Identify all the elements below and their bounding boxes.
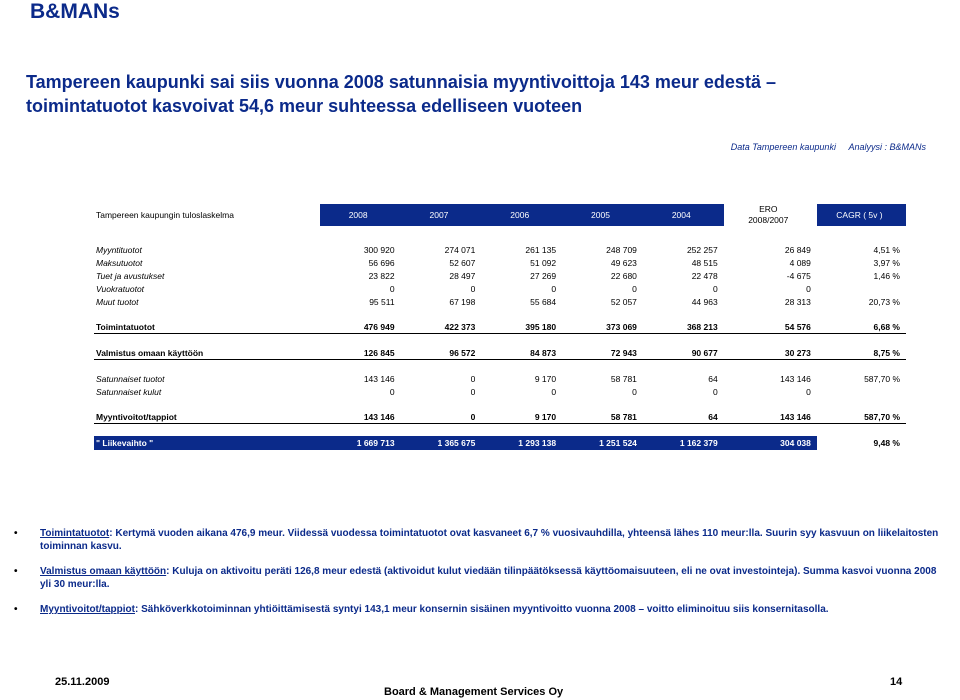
row-label: Muut tuotot [96, 296, 139, 307]
table-row [94, 385, 906, 398]
row-label: Maksutuotot [96, 257, 143, 268]
table-row [94, 243, 906, 256]
spacer-row [94, 424, 906, 437]
bullet-text: : Kuluja on aktivoitu peräti 126,8 meur edestä (aktivoidut kulut viedään tilinpäätöksessä käyttöomaisuuteen, eli ne ovat investointeja). Summa kasvoi vuonna 2008 yli 30 meur:lla. [40, 566, 937, 590]
row-value: 373 069 [562, 320, 643, 334]
year-header: 2006 [481, 204, 562, 226]
bullet-item [14, 603, 944, 616]
row-cagr: 20,73 % [868, 296, 900, 307]
row-value: 64 [643, 410, 724, 424]
row-value: 48 515 [691, 257, 718, 268]
row-value: 52 057 [610, 296, 637, 307]
row-value: 0 [632, 283, 637, 294]
bullet-text: : Kertymä vuoden aikana 476,9 meur. Viidessä vuodessa toimintatuotot ovat kasvaneet 6,7 % vuosivauhdilla, yhteensä lähes 110 meur:lla. Suurin syy kasvuun on liikelaitosten toiminnan kasvu. [40, 528, 939, 552]
row-ero: -4 675 [786, 270, 811, 281]
spacer-row [94, 398, 906, 410]
row-value: 90 677 [643, 346, 724, 360]
revenue-rows [94, 243, 906, 308]
year-header: 2005 [562, 204, 643, 226]
row-ero: 304 038 [724, 436, 817, 450]
bullet-text: : Sähköverkkotoiminnan yhtiöittämisestä syntyi 143,1 meur konsernin sisäinen myyntivoitto vuonna 2008 – voitto eliminoituu siis konsernitasolla. [135, 604, 829, 615]
ero-header [724, 204, 817, 226]
bullet-item [14, 565, 944, 591]
row-value: 0 [712, 386, 718, 397]
row-ero: 0 [806, 386, 811, 397]
row-ero: 143 146 [780, 373, 811, 384]
row-value: 1 162 379 [643, 436, 724, 450]
brand-logo: B&MANs [30, 0, 120, 23]
row-value: 368 213 [643, 320, 724, 334]
row-label: Satunnaiset kulut [96, 386, 162, 397]
row-value: 143 146 [363, 373, 395, 384]
income-statement-table [94, 204, 906, 450]
ero-header-line1: ERO [759, 204, 778, 214]
row-value: 1 251 524 [562, 436, 643, 450]
row-value: 84 873 [481, 346, 562, 360]
table-row [94, 320, 906, 334]
row-ero: 0 [806, 283, 811, 294]
row-value: 274 071 [444, 244, 476, 255]
row-value: 49 623 [610, 257, 637, 268]
row-label: Myyntivoitot/tappiot [94, 410, 320, 424]
row-value: 0 [470, 283, 476, 294]
title-line-1: Tampereen kaupunki sai siis vuonna 2008 satunnaisia myyntivoittoja 143 meur edestä – [26, 72, 776, 92]
row-label: Toimintatuotot [94, 320, 320, 334]
bullet-icon: • [14, 528, 18, 539]
extraordinary-rows [94, 372, 906, 398]
row-label: Myyntituotot [96, 244, 142, 255]
row-value: 0 [632, 386, 637, 397]
row-cagr: 9,48 % [817, 436, 906, 450]
footer-company: Board & Management Services Oy [384, 686, 564, 698]
row-cagr [817, 282, 906, 295]
toimintatuotot-row-group [94, 320, 906, 334]
source-data: Data Tampereen kaupunki [730, 142, 836, 152]
row-label: " Liikevaihto " [94, 436, 320, 450]
myyntivoitot-row-group [94, 410, 906, 424]
row-value: 0 [389, 386, 395, 397]
row-value: 248 709 [606, 244, 637, 255]
valmistus-row-group [94, 346, 906, 360]
row-value: 0 [712, 283, 718, 294]
spacer-row [94, 308, 906, 320]
row-cagr [817, 385, 906, 398]
row-cagr: 1,46 % [873, 270, 900, 281]
spacer-row [94, 226, 906, 238]
table-row [94, 436, 906, 450]
table-header-row [94, 204, 906, 226]
row-value: 143 146 [320, 410, 401, 424]
row-label: Vuokratuotot [96, 283, 145, 294]
bullet-key: Myyntivoitot/tappiot [40, 604, 135, 615]
table-label: Tampereen kaupungin tuloslaskelma [96, 210, 234, 220]
row-value: 64 [708, 373, 718, 384]
bullet-icon: • [14, 566, 18, 577]
row-value: 0 [470, 373, 476, 384]
row-value: 252 257 [686, 244, 718, 255]
row-value: 126 845 [320, 346, 401, 360]
row-value: 1 293 138 [481, 436, 562, 450]
row-value: 1 365 675 [401, 436, 482, 450]
spacer-row [94, 360, 906, 373]
row-ero: 28 313 [784, 296, 811, 307]
spacer-row [94, 334, 906, 347]
row-value: 261 135 [525, 244, 557, 255]
row-value: 51 092 [530, 257, 557, 268]
source-analysis: Analyysi : B&MANs [848, 142, 926, 152]
row-value: 300 920 [363, 244, 395, 255]
page-title [26, 70, 776, 118]
year-header: 2007 [401, 204, 482, 226]
row-ero: 54 576 [724, 320, 817, 334]
row-ero: 26 849 [784, 244, 811, 255]
row-cagr: 587,70 % [817, 410, 906, 424]
table-row [94, 295, 906, 308]
row-value: 9 170 [534, 373, 557, 384]
row-value: 56 696 [368, 257, 395, 268]
row-value: 72 943 [562, 346, 643, 360]
row-cagr: 6,68 % [817, 320, 906, 334]
row-ero: 30 273 [724, 346, 817, 360]
row-value: 52 607 [449, 257, 476, 268]
row-value: 27 269 [530, 270, 557, 281]
title-line-2: toimintatuotot kasvoivat 54,6 meur suhteessa edelliseen vuoteen [26, 96, 583, 116]
bullet-item [14, 527, 944, 553]
bullet-key: Toimintatuotot [40, 528, 110, 539]
row-value: 96 572 [401, 346, 482, 360]
row-label: Satunnaiset tuotot [96, 373, 165, 384]
row-value: 0 [470, 386, 476, 397]
year-header: 2008 [320, 204, 401, 226]
row-value: 0 [389, 283, 395, 294]
row-value: 1 669 713 [320, 436, 401, 450]
table-row [94, 269, 906, 282]
row-ero: 143 146 [724, 410, 817, 424]
row-cagr: 3,97 % [873, 257, 900, 268]
source-note [721, 142, 926, 152]
footer-date: 25.11.2009 [55, 676, 110, 688]
table-row [94, 372, 906, 385]
row-value: 95 511 [369, 296, 395, 307]
table-row [94, 282, 906, 295]
row-label: Valmistus omaan käyttöön [94, 346, 320, 360]
row-value: 55 684 [530, 296, 557, 307]
bullet-icon: • [14, 604, 18, 615]
row-ero: 4 089 [789, 257, 811, 268]
row-value: 58 781 [562, 410, 643, 424]
table-row [94, 346, 906, 360]
row-value: 395 180 [481, 320, 562, 334]
row-value: 0 [401, 410, 482, 424]
year-header: 2004 [643, 204, 724, 226]
row-value: 422 373 [401, 320, 482, 334]
row-value: 476 949 [320, 320, 401, 334]
row-value: 22 680 [610, 270, 637, 281]
row-label: Tuet ja avustukset [96, 270, 165, 281]
row-value: 23 822 [368, 270, 395, 281]
row-value: 0 [551, 386, 557, 397]
liikevaihto-row-group [94, 436, 906, 450]
row-cagr: 587,70 % [864, 373, 900, 384]
row-value: 9 170 [481, 410, 562, 424]
row-value: 58 781 [610, 373, 637, 384]
ero-header-line2: 2008/2007 [748, 215, 789, 225]
row-value: 67 198 [449, 296, 476, 307]
row-value: 0 [551, 283, 557, 294]
row-value: 22 478 [691, 270, 718, 281]
bullet-key: Valmistus omaan käyttöön [40, 566, 167, 577]
row-cagr: 4,51 % [873, 244, 900, 255]
commentary-bullets [14, 527, 944, 628]
page-number: 14 [890, 676, 903, 688]
table-row [94, 410, 906, 424]
row-value: 28 497 [449, 270, 476, 281]
row-value: 44 963 [691, 296, 718, 307]
table-row [94, 256, 906, 269]
row-cagr: 8,75 % [817, 346, 906, 360]
cagr-header: CAGR ( 5v ) [817, 204, 906, 226]
